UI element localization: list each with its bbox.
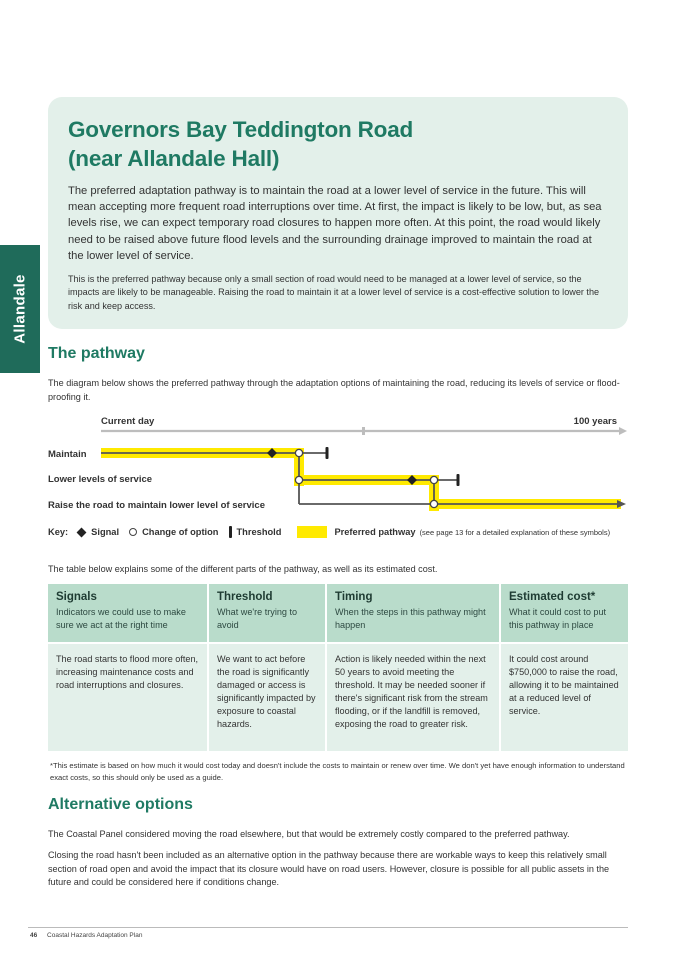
change-option-2-end	[430, 500, 437, 507]
legend-preferred: Preferred pathway	[334, 527, 416, 537]
legend-threshold: Threshold	[236, 527, 282, 537]
header-signals	[48, 584, 209, 642]
row-label-lower-service: Lower levels of service	[48, 474, 153, 485]
header-subtitle: What we're trying to avoid	[217, 607, 298, 630]
side-tab-label: Allandale	[11, 274, 29, 344]
header-title: Timing	[335, 591, 373, 603]
row-label-raise-road: Raise the road to maintain lower level of service	[48, 500, 265, 511]
intro-paragraph-2: This is the preferred pathway because only a small section of road would need to be managed at a lower level of service, so the impacts are likely to be manageable. Raising the road to maintain it at a lower level of service is a cost-effective solution to lower the risk and keep access.	[68, 274, 600, 311]
timeline-end-label: 100 years	[573, 416, 617, 427]
alternatives-paragraph-1: The Coastal Panel considered moving the road elsewhere, but that would be extremely costly compared to the preferred pathway.	[48, 829, 570, 839]
page-number: 46	[30, 932, 38, 939]
pathway-legend	[48, 524, 610, 540]
pathway-table	[48, 584, 628, 751]
threshold-lower-service	[457, 474, 460, 486]
header-subtitle: What it could cost to put this pathway in place	[509, 607, 607, 630]
table-row	[48, 642, 628, 751]
timeline-start-label: Current day	[101, 416, 155, 427]
header-title: Estimated cost*	[509, 591, 596, 603]
change-option-1-start	[295, 449, 302, 456]
pathway-description: The diagram below shows the preferred pathway through the adaptation options of maintaining the road, reducing its levels of service or flood-proofing it.	[48, 378, 620, 402]
signal-diamond-icon	[77, 527, 87, 537]
cell-signals: The road starts to flood more often, increasing maintenance costs and road interruptions and closures.	[48, 642, 209, 751]
page-footer	[30, 932, 142, 939]
pathway-heading: The pathway	[48, 345, 145, 362]
title-line-1: Governors Bay Teddington Road	[68, 117, 414, 142]
header-estimated-cost	[501, 584, 628, 642]
threshold-maintain	[326, 447, 329, 459]
legend-signal: Signal	[91, 527, 120, 537]
legend-preferred-note: (see page 13 for a detailed explanation of these symbols)	[419, 527, 611, 537]
header-title: Threshold	[217, 591, 273, 603]
header-title: Signals	[56, 591, 97, 603]
cell-threshold: We want to act before the road is significantly damaged or access is significantly impacted by exposure to coastal hazards.	[209, 642, 327, 751]
title-line-2: (near Allandale Hall)	[68, 146, 280, 171]
legend-change-of-option: Change of option	[142, 527, 219, 537]
pathway-diagram	[0, 405, 675, 525]
cell-estimated-cost: It could cost around $750,000 to raise the road, allowing it to be maintained at a reduced level of service.	[501, 642, 628, 751]
header-threshold	[209, 584, 327, 642]
alternatives-heading: Alternative options	[48, 796, 193, 813]
header-subtitle: Indicators we could use to make sure we act at the right time	[56, 607, 186, 630]
section-side-tab	[0, 245, 40, 373]
track-end-arrowhead	[617, 500, 626, 508]
legend-key-label: Key:	[48, 527, 69, 537]
preferred-pathway-swatch-icon	[297, 526, 327, 538]
document-title: Coastal Hazards Adaptation Plan	[47, 932, 143, 939]
header-timing	[327, 584, 501, 642]
timeline-midpoint-tick	[362, 427, 365, 435]
table-header-row	[48, 584, 628, 642]
row-label-maintain: Maintain	[48, 449, 87, 460]
cell-timing: Action is likely needed within the next 50 years to avoid meeting the threshold. It may be needed sooner if there's significant risk from the stream flooding, or if the landfill is removed, exposing the road to greater risk.	[327, 642, 501, 751]
threshold-bar-icon	[229, 526, 232, 538]
intro-panel	[48, 97, 628, 329]
timeline-arrowhead	[619, 427, 627, 435]
change-option-2-start	[430, 476, 437, 483]
change-of-option-circle-icon	[129, 528, 137, 536]
cost-footnote: *This estimate is based on how much it would cost today and doesn't include the costs to maintain or renew over time. We don't yet have enough information to understand exact costs, so this should only be used as a guide.	[50, 761, 625, 782]
header-subtitle: When the steps in this pathway might happen	[335, 607, 486, 630]
table-intro: The table below explains some of the different parts of the pathway, as well as its estimated cost.	[48, 564, 438, 574]
page-title	[68, 115, 608, 173]
alternatives-paragraph-2: Closing the road hasn't been included as an alternative option in the pathway because there are workable ways to keep this relatively small section of road open and avoid the impact that its closure would have on road users. However, closure is possible for all public assets in the future and could be considered here if conditions change.	[48, 850, 610, 887]
footer-divider	[28, 927, 628, 928]
change-option-1-end	[295, 476, 302, 483]
intro-paragraph-1: The preferred adaptation pathway is to maintain the road at a lower level of service in the future. This will mean accepting more frequent road interruptions over time. At first, the impact is likely to be low, but, as sea levels rise, we can expect temporary road closures to happen more often. At this point, the road would likely need to be raised above future flood levels and the surrounding drainage improved to maintain the road at the lower level of service.	[68, 185, 602, 262]
